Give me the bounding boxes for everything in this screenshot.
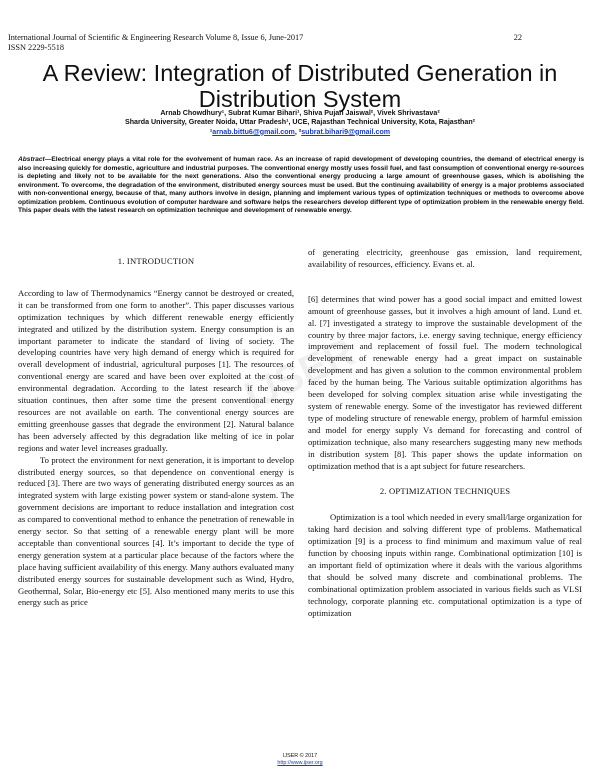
page-number: 22 [513, 33, 522, 42]
footer-copyright: IJSER © 2017 [282, 753, 318, 759]
intro-paragraph-1: According to law of Thermodynamics “Energy cannot be destroyed or created, it can be transformed from one form to another”. This paper discusses various optimization techniques by which different renewable energy efficiently integrated and utilized by the distribution system. Energy consumption is an important parameter to indicate the standard of living of society. The developing countries have very high demand of energy which is required for overall development of industrial, agricultural purposes [1]. The resources of conventional energy are scared and have been over exploited at the cost of environmental degradation. According to the latest research if the above situation continues, then after some time the present conventional energy resources are not available on earth. The conventional energy sources are emitting greenhouse gasses that degrade the environment [2]. Natural balance has been adversely affected by this degradation like melting of ice in polar regions and water level increases gradually. [18, 287, 294, 453]
author-block [8, 109, 592, 137]
watermark: IJSER [237, 330, 362, 419]
paper-title [8, 60, 592, 112]
email-prefix-2: , ² [294, 127, 302, 136]
section-heading-optimization: 2. OPTIMIZATION TECHNIQUES [379, 486, 511, 497]
section-heading-introduction: 1. INTRODUCTION [117, 256, 195, 266]
issn: ISSN 2229-5518 [8, 43, 65, 52]
page-footer [0, 753, 600, 767]
right-column [308, 247, 582, 619]
author-names: Arnab Chowdhury¹, Subrat Kumar Bihari¹, Shiva Pujan Jaiswal², Vivek Shrivastava² [160, 109, 440, 117]
email-link-1[interactable]: arnab.bittu6@gmail.com [212, 127, 295, 136]
email-link-2[interactable]: subrat.bihari9@gmail.com [301, 127, 391, 136]
abstract-label: Abstract [18, 156, 45, 163]
footer-url-link[interactable]: http://www.ijser.org [277, 760, 323, 766]
title-line-1: A Review: Integration of Distributed Generation in [42, 60, 558, 86]
journal-header [8, 33, 598, 53]
author-emails [8, 128, 592, 137]
title-line-2: Distribution System [198, 86, 402, 112]
author-affiliations: Sharda University, Greater Noida, Uttar Pradesh¹, UCE, Rajasthan Technical University, Kota, Rajasthan² [124, 118, 476, 127]
intro-paragraph-4: [6] determines that wind power has a good social impact and emitted lowest amount of greenhouse gasses, but it involves a high amount of land. Lund et. al. [7] investigated a strategy to improve the sustainable development of the country by three major factors, i.e. energy saving technique, energy efficiency improvement and replacement of fossil fuel. The modern technological development of renewable energy had a great impact on sustainable development and has given a solution to the common environmental problem faced by the human being. The Various suitable optimization algorithms has been developed for solving complex situation arise while investigating the system of renewable energy. Some of the investigator has reviewed different type of modeling structure of renewable energy, problem of harmful emission and model for energy supply Vs demand for forecasting and control of optimization technique, also many researchers suggesting many new methods in distribution system [8]. This paper shows the update information on optimization method that is a apt subject for future researchers. [308, 293, 582, 471]
intro-paragraph-2: To protect the environment for next generation, it is important to develop distributed energy sources, so that dependence on conventional energy is reduced [3]. There are two ways of generating distributed energy sources as an integrated system with large existing power system or stand-alone system. The government decisions are important to reduce installation and integration cost as compared to conventional method to enhance the penetration of renewable in energy sector. So that setting of a renewable energy plant will be more acceptable than conventional sources [4]. It’s important to decide the type of energy generation system at a particular place because of the factors where the place having sufficient availability of this energy. Many authors evaluated many distributed energy sources for sustainable development such as Wind, Hydro, Geothermal, Solar, Bio-energy etc [5]. Also mentioned many merits to use this energy such as price [18, 454, 294, 608]
intro-paragraph-3: of generating electricity, greenhouse gas emission, land requirement, availability of resources, efficiency. Evans et. al. [308, 247, 582, 269]
abstract [18, 156, 584, 216]
email-prefix-1: ¹ [209, 127, 213, 136]
journal-line: International Journal of Scientific & Engineering Research Volume 8, Issue 6, June-2017 [8, 33, 304, 42]
left-column [18, 247, 294, 609]
optimization-paragraph-1: Optimization is a tool which needed in every small/large organization for taking hard decision and solving different type of problems. Mathematical optimization [9] is a process to find minimum and maximum value of real function by choosing inputs within range. Combinational optimization [10] is an important field of optimization where it deals with the various algorithms that should be solved many discrete and combinational problems. The combinational optimization problem associated in various fields such as VLSI technology, corporate planning etc. computational optimization is a type of optimization [308, 512, 582, 618]
abstract-text: —Electrical energy plays a vital role for the evolvement of human race. As an increase of rapid development of developing countries, the demand of electrical energy is also increasing quickly for domestic, agriculture and industrial purposes. The conventional energy mostly uses fossil fuel, and fast consumption of conventional energy re-sources is depleting and likely not to be available for the next generations. Also the conventional energy producing a large amount of greenhouse gases, which is abolishing the environment. To overcome, the degradation of the environment, distributed energy sources must be used. But the continuing availability of energy is a major problems associated with non-conventional energy, because of that, many authors involve in design, planning and implement various types of optimization techniques or methods to overcome above optimization problem. Continuous evolution of computer hardware and software helps the researchers develop different type of optimization problem in the renewable energy field. This paper deals with the latest research on optimization technique and development of renewable energy. [18, 156, 584, 214]
